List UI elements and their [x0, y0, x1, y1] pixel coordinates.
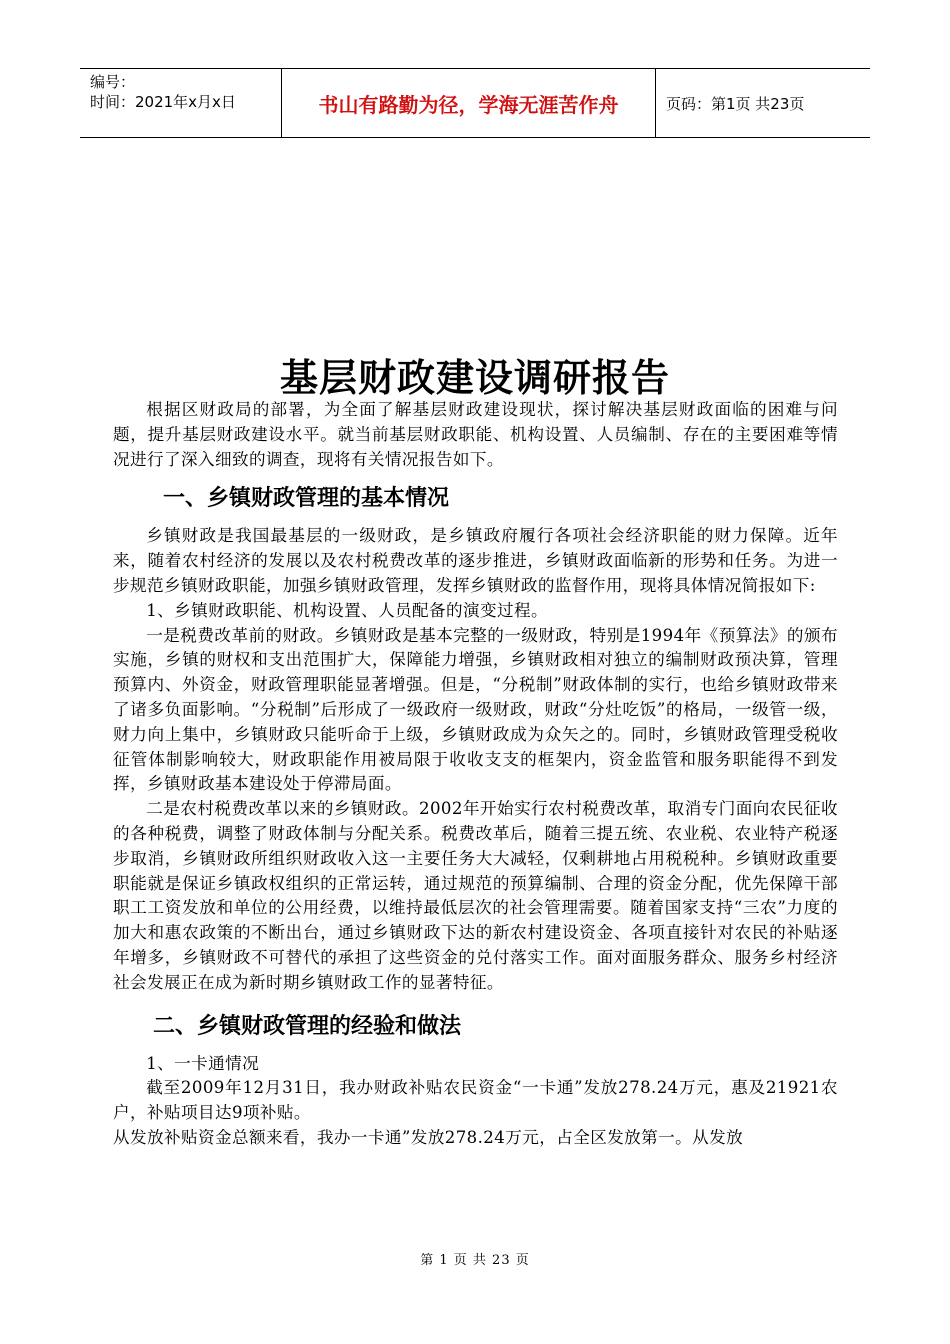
section1-paragraph-2: 一是税费改革前的财政。乡镇财政是基本完整的一级财政，特别是1994年《预算法》的颁布实施，乡镇的财权和支出范围扩大，保障能力增强，乡镇财政相对独立的编制财政预决算，管理预算内、外资金，财政管理职能显著增强。但是，“分税制”财政体制的实行，也给乡镇财政带来了诸多负面影响。“分税制”后形成了一级政府一级财政，财政“分灶吃饭”的格局，一级管一级，财力向上集中，乡镇财政只能听命于上级，乡镇财政成为众矢之的。同时，乡镇财政管理受税收征管体制影响较大，财政职能作用被局限于收收支支的框架内，资金监管和服务职能得不到发挥，乡镇财政基本建设处于停滞局面。: [113, 625, 838, 794]
header-meta-cell: [80, 69, 282, 137]
document-body: [113, 398, 838, 1151]
section2-paragraph-2: 从发放补贴资金总额来看，我办一卡通”发放278.24万元，占全区发放第一。从发放: [113, 1127, 744, 1147]
intro-paragraph: 根据区财政局的部署，为全面了解基层财政建设现状，探讨解决基层财政面临的困难与问题，提升基层财政建设水平。就当前基层财政职能、机构设置、人员编制、存在的主要困难等情况进行了深入细致的调查，现将有关情况报告如下。: [113, 400, 838, 469]
section2-item-1: 1、一卡通情况: [146, 1053, 260, 1073]
section1-paragraph-1: 乡镇财政是我国最基层的一级财政，是乡镇政府履行各项社会经济职能的财力保障。近年来，随着农村经济的发展以及农村税费改革的逐步推进，乡镇财政面临新的形势和任务。为进一步规范乡镇财政职能，加强乡镇财政管理，发挥乡镇财政的监督作用，现将具体情况简报如下:: [113, 526, 838, 595]
header-motto: 书山有路勤为径，学海无涯苦作舟: [282, 69, 656, 137]
section1-item-1: 1、乡镇财政职能、机构设置、人员配备的演变过程。: [146, 600, 548, 620]
section2-heading: 二、乡镇财政管理的经验和做法: [153, 1013, 462, 1039]
document-date-label: 时间：2021年x月x日: [90, 93, 236, 111]
header-page-number: 页码：第1页 共23页: [666, 94, 805, 113]
header-table: [80, 68, 870, 138]
section2-paragraph-1: 截至2009年12月31日，我办财政补贴农民资金“一卡通”发放278.24万元，惠及21921农户，补贴项目达9项补贴。: [113, 1078, 838, 1123]
section1-paragraph-3: 二是农村税费改革以来的乡镇财政。2002年开始实行农村税费改革，取消专门面向农民征收的各种税费，调整了财政体制与分配关系。税费改革后，随着三提五统、农业税、农业特产税逐步取消，乡镇财政所组织财政收入这一主要任务大大减轻，仅剩耕地占用税税种。乡镇财政重要职能就是保证乡镇政权组织的正常运转，通过规范的预算编制、合理的资金分配，优先保障干部职工工资发放和单位的公用经费，以维持最低层次的社会管理需要。随着国家支持“三农”力度的加大和惠农政策的不断出台，通过乡镇财政下达的新农村建设资金、各项直接针对农民的补贴逐年增多，乡镇财政不可替代的承担了这些资金的兑付落实工作。面对面服务群众、服务乡村经济社会发展正在成为新时期乡镇财政工作的显著特征。: [113, 799, 838, 992]
page-footer: 第 1 页 共 23 页: [420, 1253, 530, 1268]
document-number-label: 编号：: [90, 73, 136, 91]
document-title: 基层财政建设调研报告: [279, 356, 670, 400]
section1-heading: 一、乡镇财政管理的基本情况: [163, 486, 450, 512]
